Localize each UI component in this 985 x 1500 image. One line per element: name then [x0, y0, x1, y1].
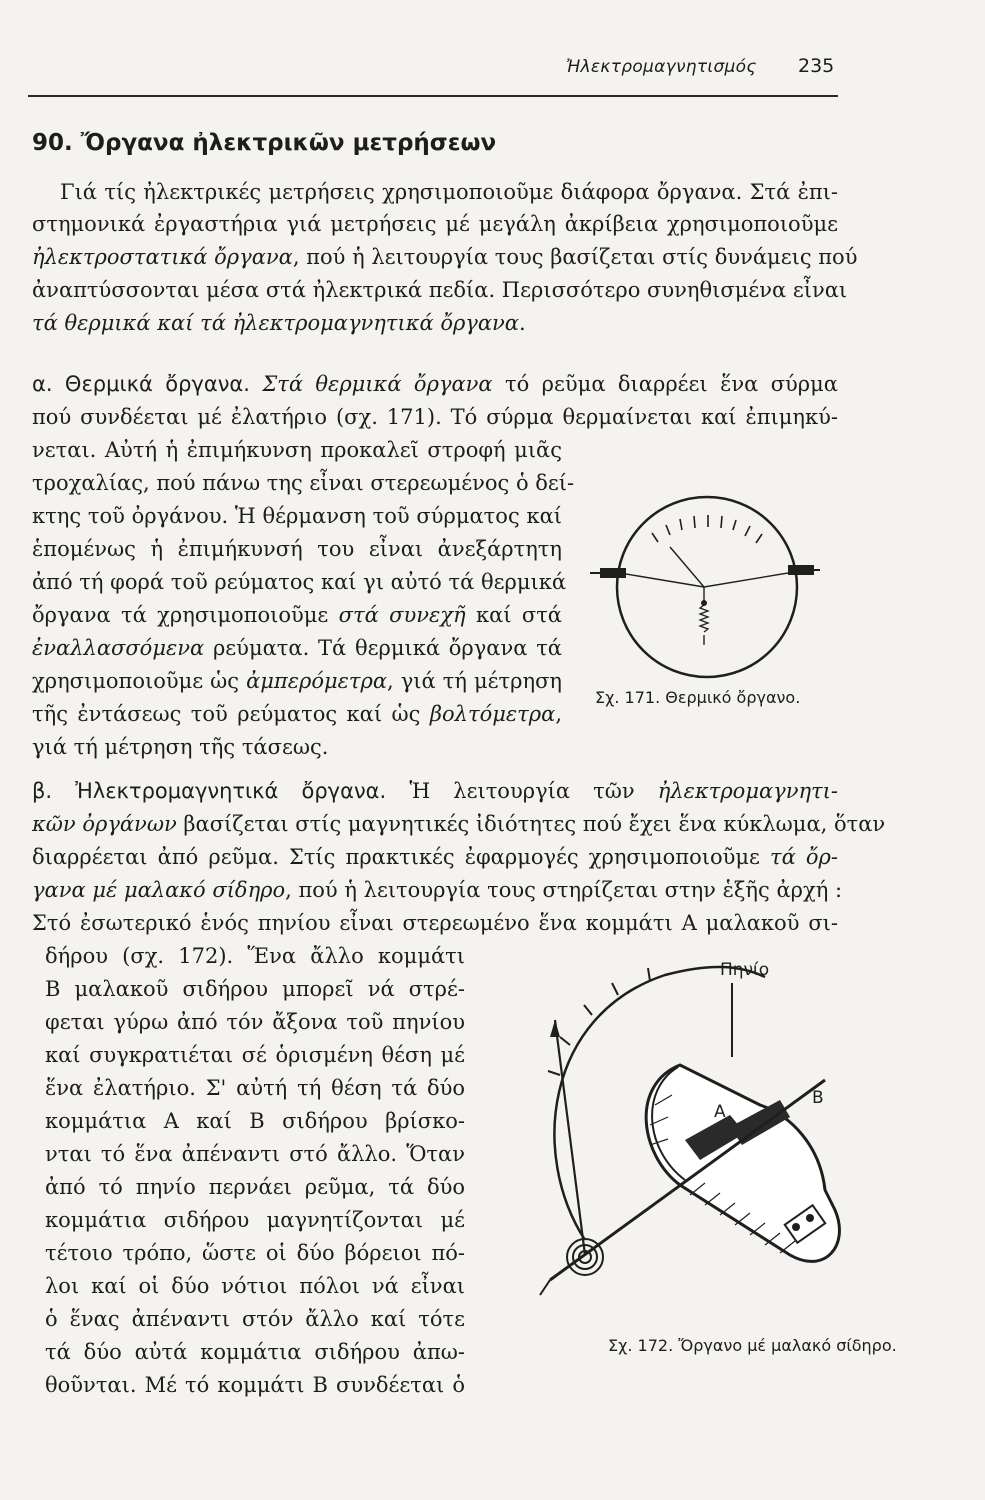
intro-line-1: Γιά τίς ἠλεκτρικές μετρήσεις χρησιμοποιοῦμε διάφορα ὄργανα. Στά ἐπι-: [60, 180, 838, 204]
em-narrow-line-11: λοι καί οἱ δύο νότιοι πόλοι νά εἶναι: [45, 1274, 465, 1298]
thermal-line-10: χρησιμοποιοῦμε ὡς ἀμπερόμετρα, γιά τή μέτρηση: [32, 669, 562, 693]
figure-172-soft-iron-instrument: [490, 955, 870, 1325]
em-line-3: διαρρέεται ἀπό ρεῦμα. Στίς πρακτικές ἐφαρμογές χρησιμοποιοῦμε τά ὄρ-: [32, 845, 838, 869]
label-a: Α: [714, 1102, 726, 1122]
thermal-line-9: ἐναλλασσόμενα ρεύματα. Τά θερμικά ὄργανα τά: [32, 636, 562, 660]
figure-171-thermal-instrument: [590, 495, 820, 685]
em-line-1: β. Ἠλεκτρομαγνητικά ὄργανα. Ἡ λειτουργία τῶν ἠλεκτρομαγνητι-: [32, 779, 838, 803]
figure-171-caption: Σχ. 171. Θερμικό ὄργανο.: [595, 688, 801, 707]
intro-line-5: τά θερμικά καί τά ἠλεκτρομαγνητικά ὄργανα.: [32, 311, 526, 335]
thermal-line-8: ὄργανα τά χρησιμοποιοῦμε στά συνεχῆ καί στά: [32, 603, 562, 627]
em-narrow-line-12: ὁ ἕνας ἀπέναντι στόν ἄλλο καί τότε: [45, 1307, 465, 1331]
label-coil: Πηνίο: [720, 960, 770, 980]
thermal-line-1: α. Θερμικά ὄργανα. Στά θερμικά ὄργανα τό ρεῦμα διαρρέει ἕνα σύρμα: [32, 372, 838, 396]
running-header-title: Ἠλεκτρομαγνητισμός: [566, 57, 757, 77]
thermal-line-11: τῆς ἐντάσεως τοῦ ρεύματος καί ὡς βολτόμετρα,: [32, 702, 562, 726]
em-narrow-line-3: φεται γύρω ἀπό τόν ἄξονα τοῦ πηνίου: [45, 1010, 465, 1034]
thermal-line-7: ἀπό τή φορά τοῦ ρεύματος καί γι αὐτό τά θερμικά: [32, 570, 567, 594]
thermal-line-6: ἑπομένως ἡ ἐπιμήκυνσή του εἶναι ἀνεξάρτητη: [32, 537, 562, 561]
em-narrow-line-9: κομμάτια σιδήρου μαγνητίζονται μέ: [45, 1208, 465, 1232]
em-line-4: γανα μέ μαλακό σίδηρο, πού ἡ λειτουργία τους στηρίζεται στην ἑξῆς ἀρχή :: [32, 878, 843, 902]
thermal-line-12: γιά τή μέτρηση τῆς τάσεως.: [32, 735, 329, 759]
em-narrow-line-2: Β μαλακοῦ σιδήρου μπορεῖ νά στρέ-: [45, 977, 465, 1001]
header-rule: [28, 95, 838, 97]
electromagnetic-heading: β. Ἠλεκτρομαγνητικά ὄργανα.: [32, 779, 387, 803]
label-b: Β: [812, 1088, 824, 1108]
section-number: 90.: [32, 130, 73, 156]
em-narrow-line-6: κομμάτια Α καί Β σιδήρου βρίσκο-: [45, 1109, 465, 1133]
em-line-5: Στό ἐσωτερικό ἑνός πηνίου εἶναι στερεωμένο ἕνα κομμάτι Α μαλακοῦ σι-: [32, 911, 838, 935]
thermal-line-3: νεται. Αὐτή ἡ ἐπιμήκυνση προκαλεῖ στροφή μιᾶς: [32, 438, 562, 462]
em-narrow-line-13: τά δύο αὐτά κομμάτια σιδήρου ἀπω-: [45, 1340, 465, 1364]
intro-line-4: ἀναπτύσσονται μέσα στά ἠλεκτρικά πεδία. Περισσότερο συνηθισμένα εἶναι: [32, 278, 848, 302]
page-number: 235: [798, 55, 835, 77]
section-heading: [32, 130, 496, 156]
em-narrow-line-14: θοῦνται. Μέ τό κομμάτι Β συνδέεται ὁ: [45, 1373, 465, 1397]
figure-172-caption: Σχ. 172. Ὄργανο μέ μαλακό σίδηρο.: [608, 1336, 897, 1355]
intro-line-3: ἠλεκτροστατικά ὄργανα, πού ἡ λειτουργία τους βασίζεται στίς δυνάμεις πού: [32, 245, 858, 269]
intro-line-2: στημονικά ἐργαστήρια γιά μετρήσεις μέ μεγάλη ἀκρίβεια χρησιμοποιοῦμε: [32, 212, 838, 236]
thermal-heading: α. Θερμικά ὄργανα.: [32, 372, 250, 396]
thermal-line-5: κτης τοῦ ὀργάνου. Ἡ θέρμανση τοῦ σύρματος καί: [32, 504, 562, 528]
em-narrow-line-8: ἀπό τό πηνίο περνάει ρεῦμα, τά δύο: [45, 1175, 465, 1199]
section-title: Ὄργανα ἠλεκτρικῶν μετρήσεων: [80, 130, 497, 156]
em-narrow-line-1: δήρου (σχ. 172). Ἕνα ἄλλο κομμάτι: [45, 944, 465, 968]
em-narrow-line-10: τέτοιο τρόπο, ὥστε οἱ δύο βόρειοι πό-: [45, 1241, 465, 1265]
em-narrow-line-5: ἕνα ἐλατήριο. Σ' αὐτή τή θέση τά δύο: [45, 1076, 465, 1100]
thermal-line-2: πού συνδέεται μέ ἐλατήριο (σχ. 171). Τό σύρμα θερμαίνεται καί ἐπιμηκύ-: [32, 405, 838, 429]
em-narrow-line-7: νται τό ἕνα ἀπέναντι στό ἄλλο. Ὅταν: [45, 1142, 465, 1166]
em-line-2: κῶν ὀργάνων βασίζεται στίς μαγνητικές ἰδιότητες πού ἔχει ἕνα κύκλωμα, ὅταν: [32, 812, 886, 836]
em-narrow-line-4: καί συγκρατιέται σέ ὁρισμένη θέση μέ: [45, 1043, 465, 1067]
thermal-line-4: τροχαλίας, πού πάνω της εἶναι στερεωμένος ὁ δεί-: [32, 471, 575, 495]
